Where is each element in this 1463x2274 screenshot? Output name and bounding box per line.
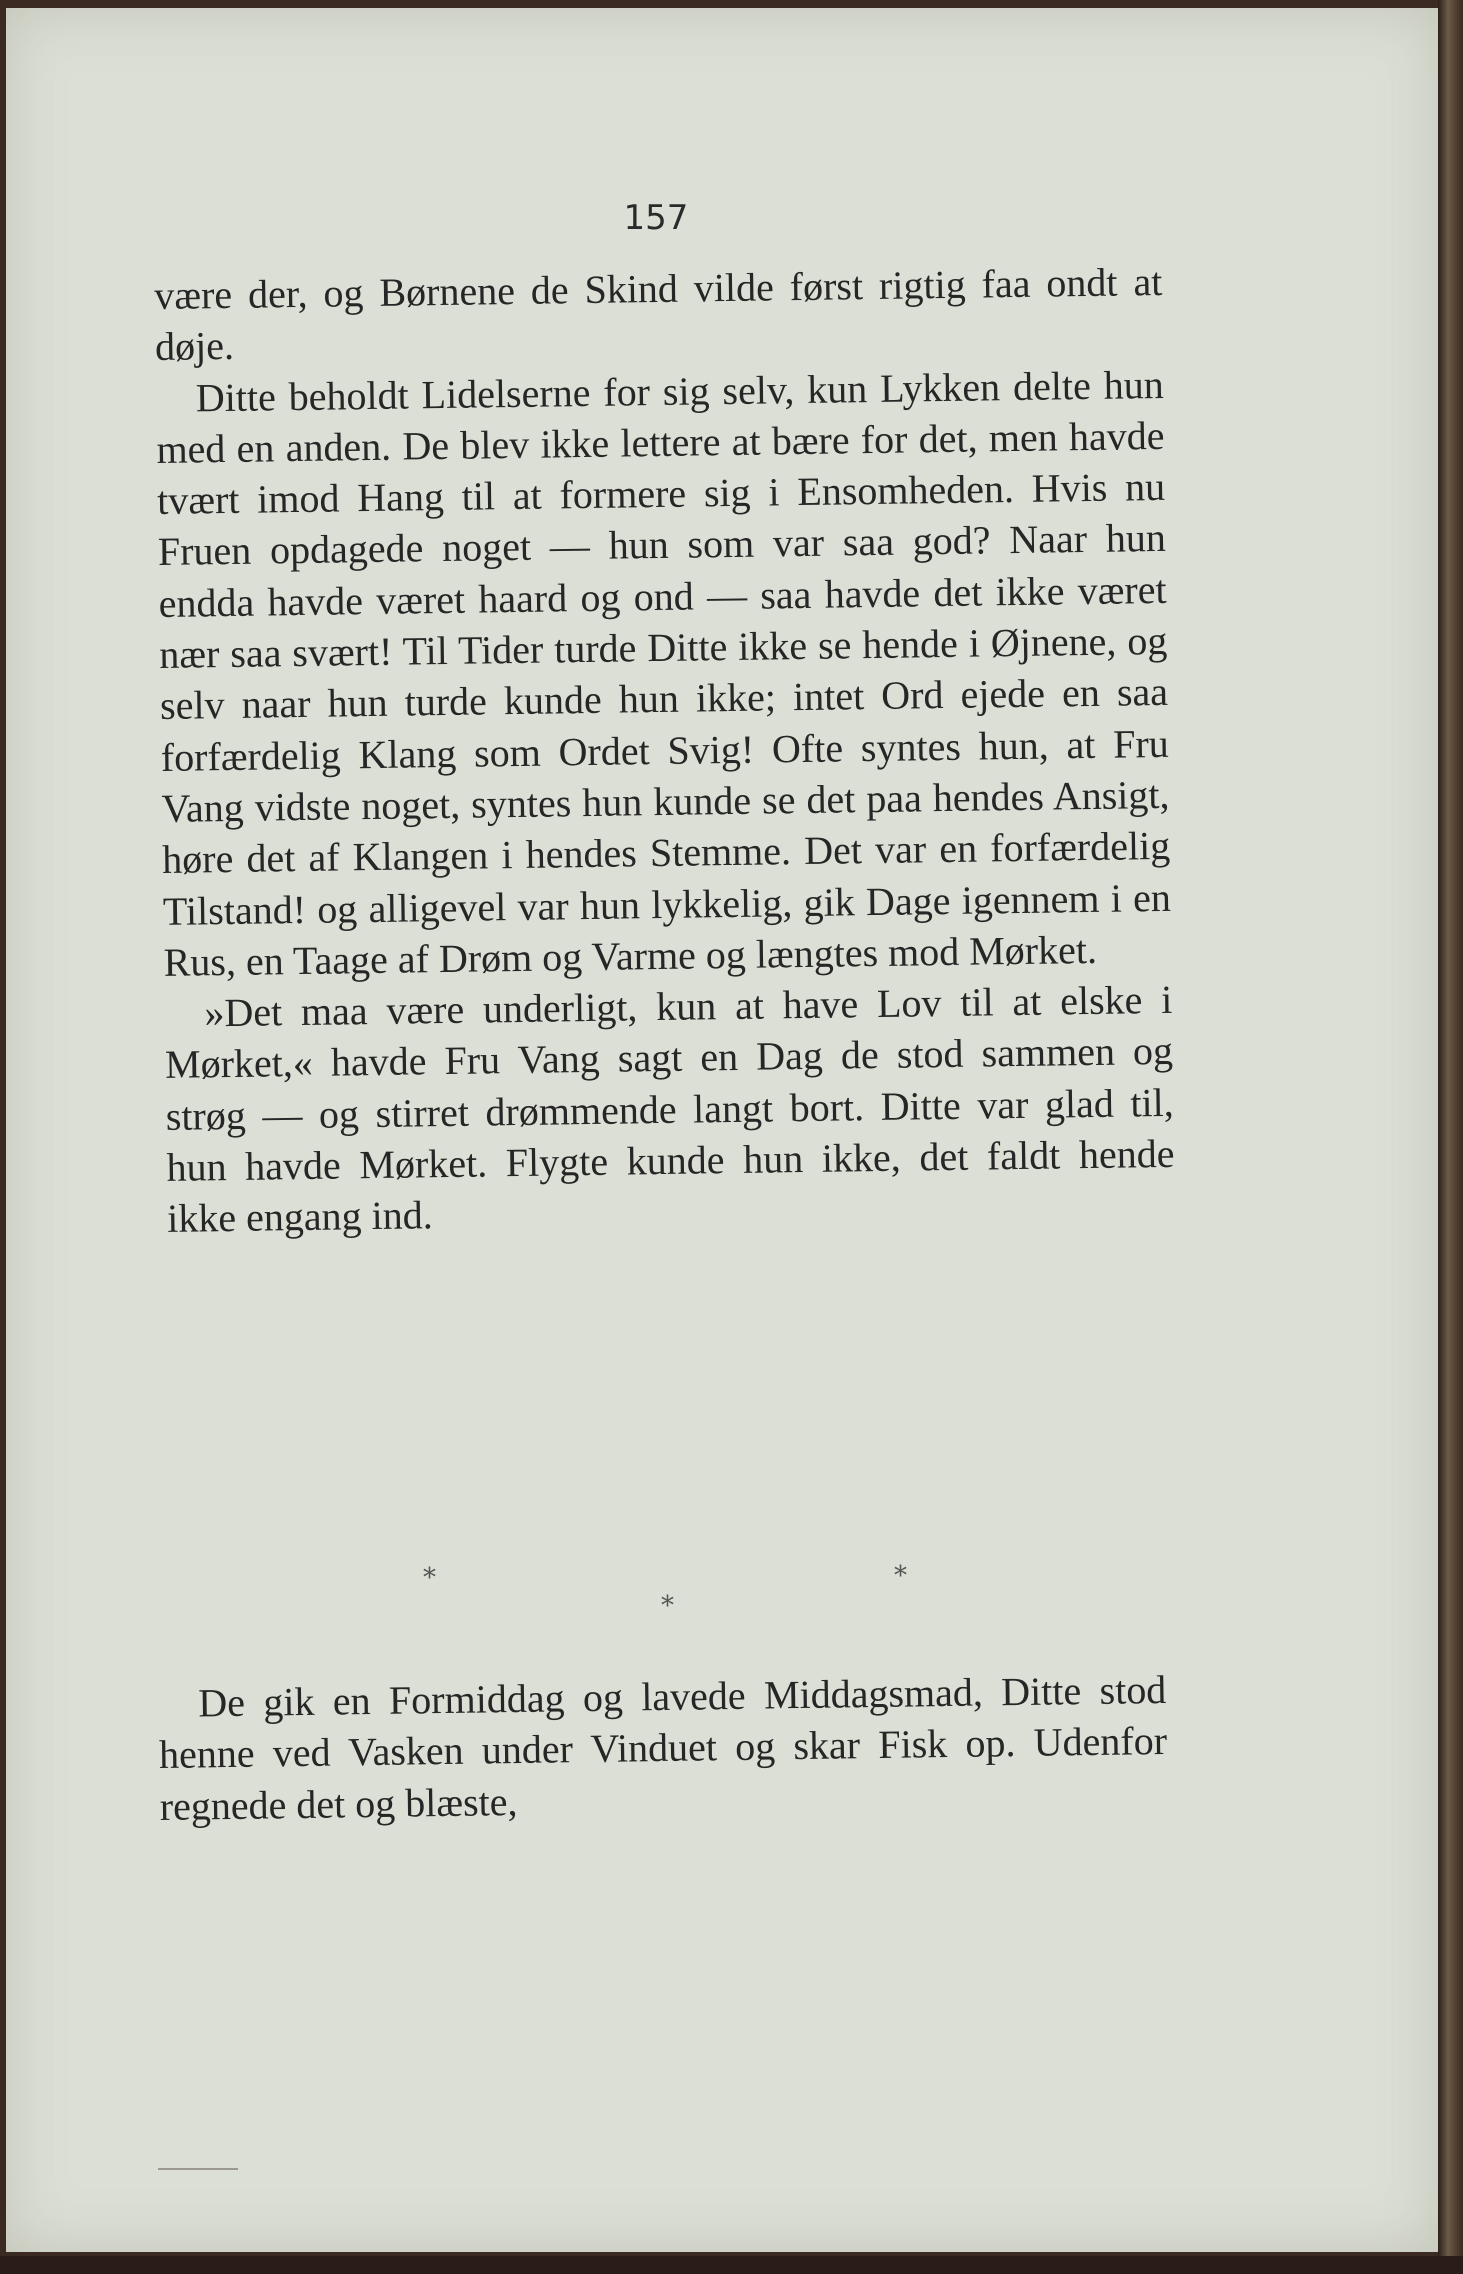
asterisk-right: * xyxy=(894,1561,907,1591)
asterisk-left: * xyxy=(423,1563,436,1593)
paragraph-1: være der, og Børnene de Skind vilde først rigtig faa ondt at døje. xyxy=(154,258,1163,370)
body-text xyxy=(154,256,1176,1245)
asterisk-center: * xyxy=(661,1591,674,1621)
paragraph-2: Ditte beholdt Lidelserne for sig selv, kun Lykken delte hun med en anden. De blev ikke lettere at bære for det, men havde tvært imod Hang til at formere sig i Ensomheden. Hvis nu Fruen opdagede noget — hun som var saa god? Naar hun endda havde været haard og ond — saa havde det ikke været nær saa svært! Til Tider turde Ditte ikke se hende i Øjnene, og selv naar hun turde kunde hun ikke; intet Ord ejede en saa forfærdelig Klang som Ordet Svig! Ofte syntes hun, at Fru Vang vidste noget, syntes hun kunde se det paa hendes Ansigt, høre det af Klangen i hendes Stemme. Det var en forfærdelig Tilstand! og alligevel var hun lykkelig, gik Dage igennem i en Rus, en Taage af Drøm og Varme og længtes mod Mørket. xyxy=(156,361,1172,985)
book-page xyxy=(6,8,1438,2252)
section-break xyxy=(6,1553,1438,1633)
pencil-mark xyxy=(158,2168,238,2170)
closing-paragraph: De gik en Formiddag og lavede Middagsmad, Ditte stod henne ved Vasken under Vinduet og skar Fisk op. Udenfor regnede det og blæste, xyxy=(158,1666,1168,1829)
page-number: 157 xyxy=(623,198,689,238)
book-spine-edge xyxy=(1438,0,1463,2274)
closing-text xyxy=(158,1664,1168,1832)
book-bottom-edge xyxy=(0,2256,1463,2274)
paragraph-3: »Det maa være underligt, kun at have Lov til at elske i Mørket,« havde Fru Vang sagt en Dag de stod sammen og strøg — og stirret drømmende langt bort. Ditte var glad til, hun havde Mørket. Flygte kunde hun ikke, det faldt hende ikke engang ind. xyxy=(164,977,1175,1242)
